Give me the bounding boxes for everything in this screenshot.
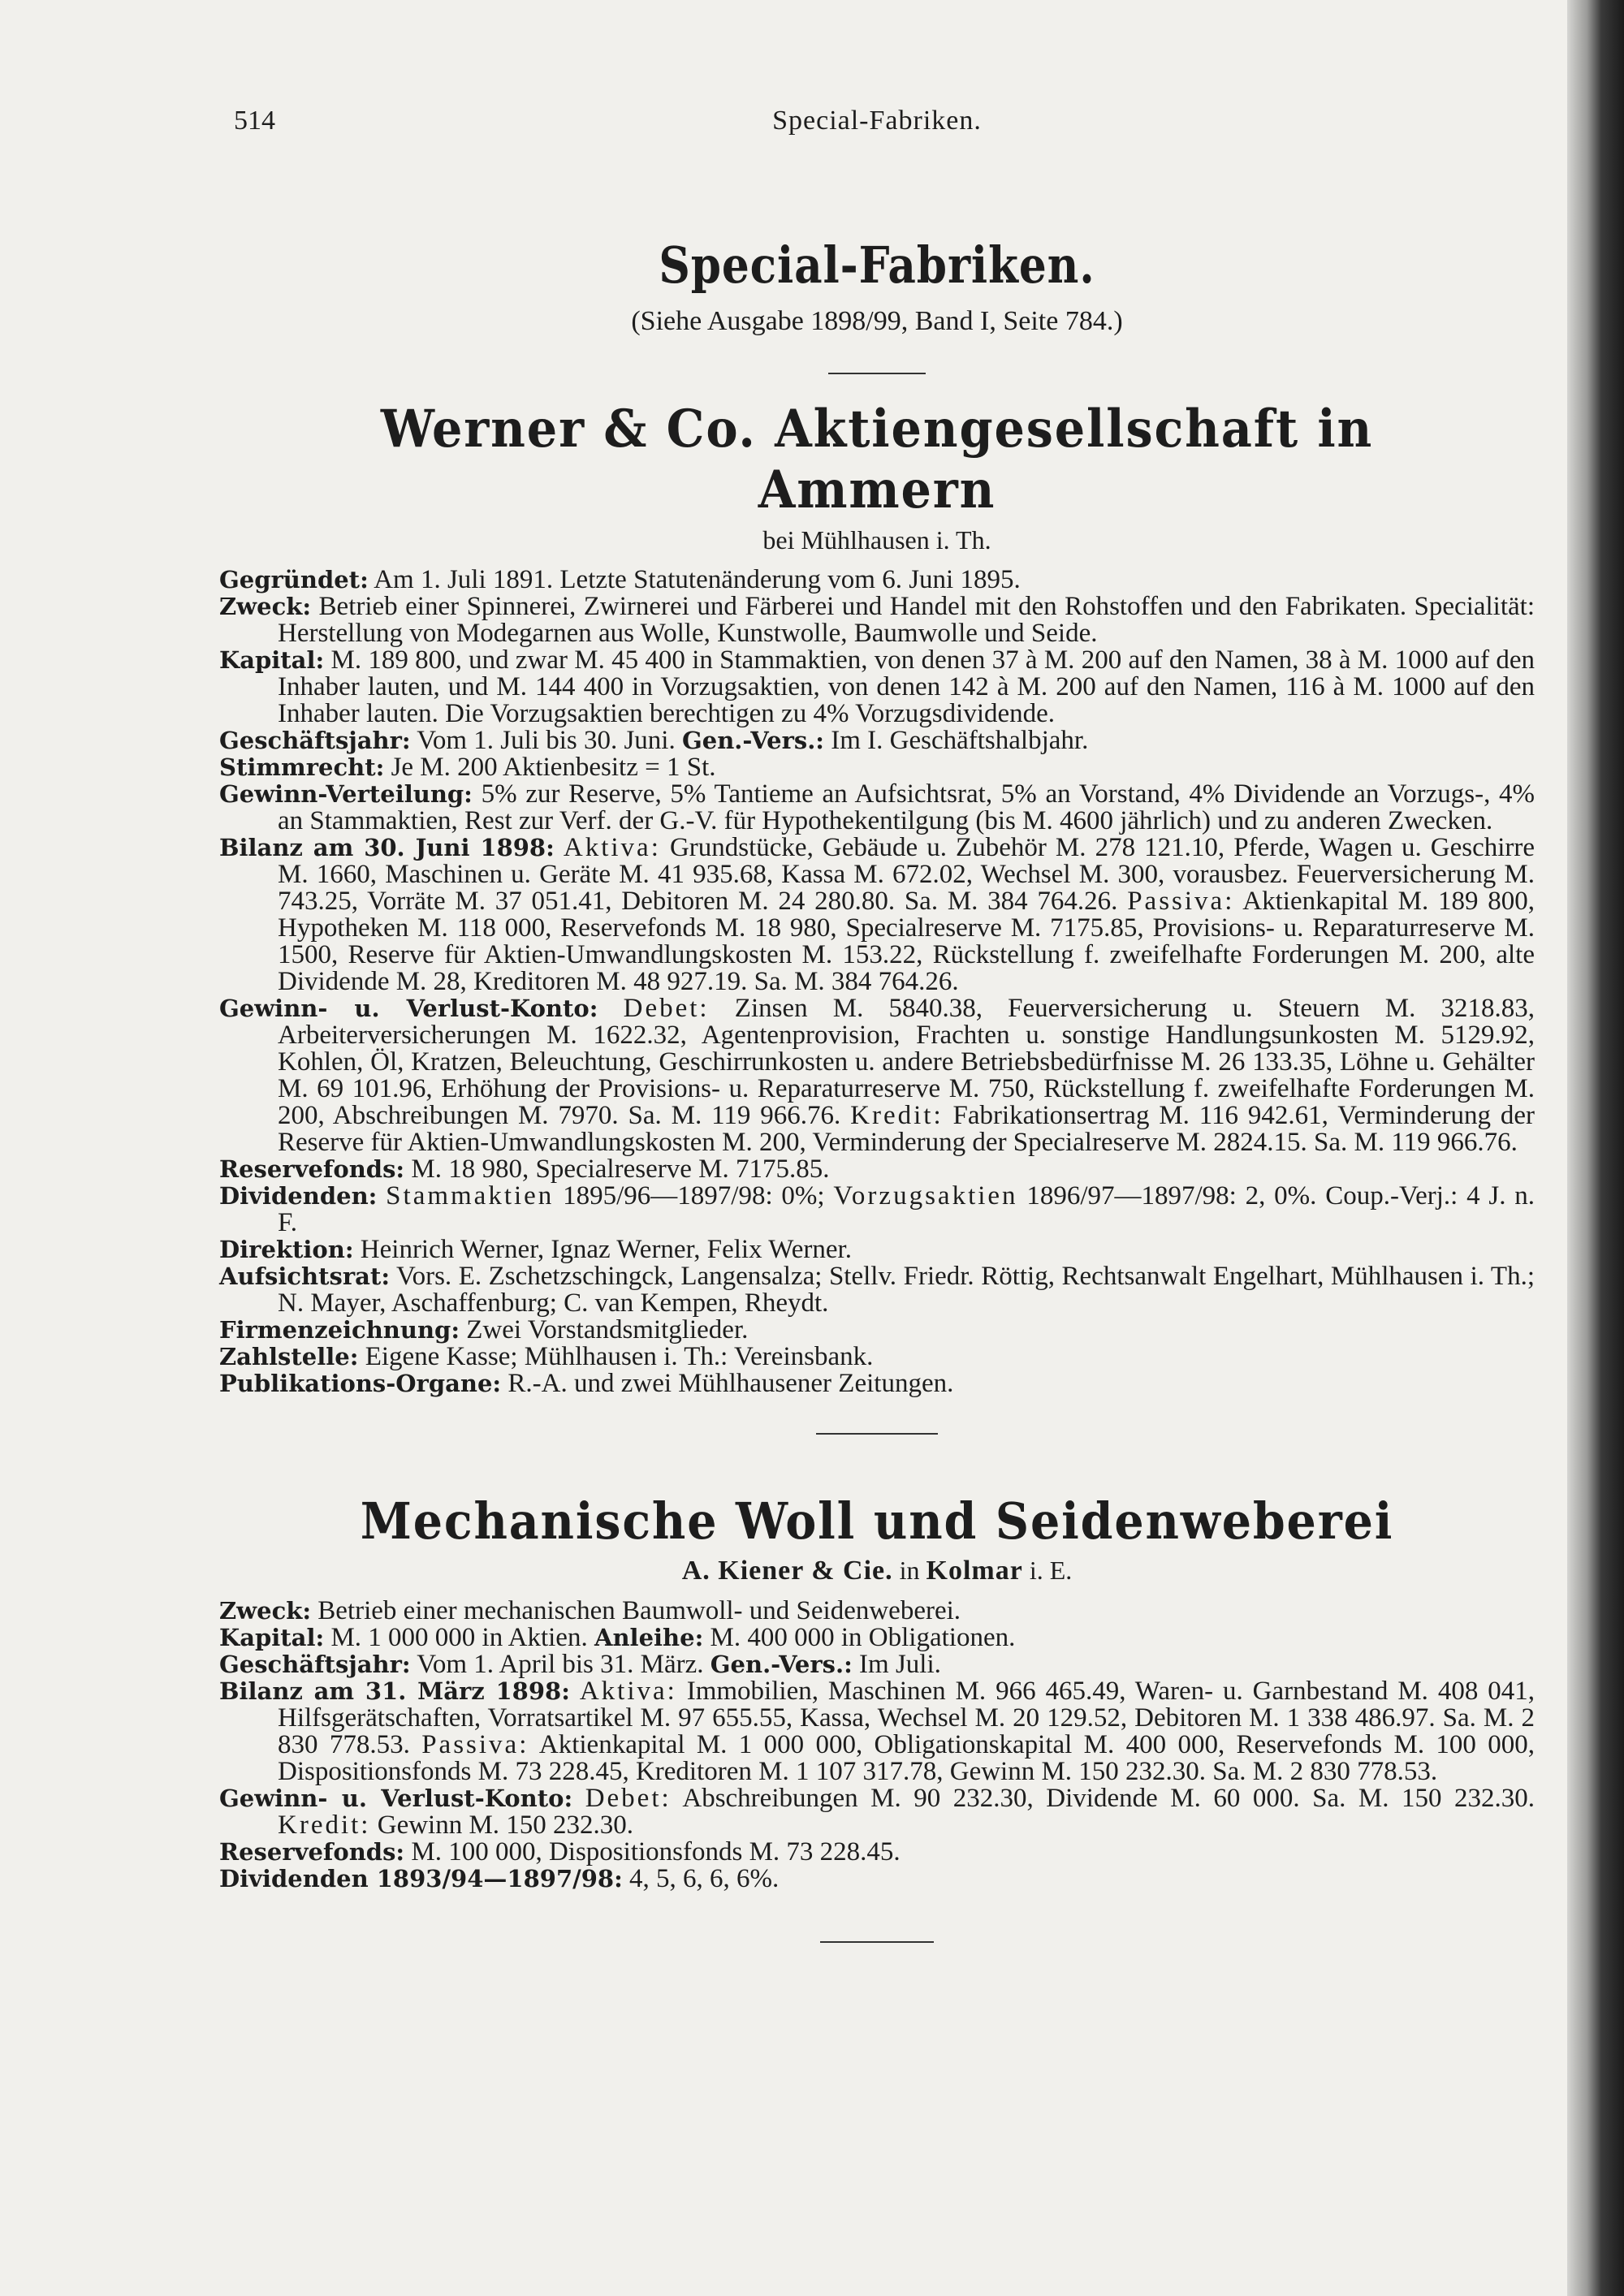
entry-text: 4, 5, 6, 6, 6%.: [629, 1864, 780, 1893]
entry-label: Reservefonds:: [219, 1155, 405, 1183]
entry-text: Im I. Geschäftshalbjahr.: [831, 726, 1089, 755]
entry-geschaeftsjahr: [219, 1651, 1535, 1678]
company-subtitle: [219, 1556, 1535, 1586]
entry-text: Am 1. Juli 1891. Letzte Statutenänderung vom 6. Juni 1895.: [374, 565, 1021, 594]
entry-kapital: [219, 1625, 1535, 1651]
subtitle-tail: i. E.: [1029, 1556, 1073, 1585]
entry-text: Betrieb einer Spinnerei, Zwirnerei und Färberei und Handel mit den Rohstoffen und den Fabrikaten. Specialität: Herstellung von Modegarnen aus Wolle, Kunstwolle, Baumwolle und Seide.: [278, 592, 1535, 648]
section-title: Special-Fabriken.: [659, 235, 1095, 295]
entry-label: Bilanz am 31. März 1898:: [219, 1677, 570, 1705]
entry-label: Firmenzeichnung:: [219, 1316, 460, 1344]
entry-label: Zweck:: [219, 593, 312, 620]
company-entries: [219, 567, 1535, 1397]
entry-stimmrecht: [219, 754, 1535, 781]
entry-gewinnverteilung: [219, 781, 1535, 835]
entry-text: Fabrikationsertrag M. 116 942.61, Verminderung der Reserve für Aktien-Umwandlungskosten M. 200, Verminderung der Specialreserve M. 2824.15. Sa. M. 119 966.76.: [278, 1101, 1535, 1157]
entry-dividenden: [219, 1866, 1535, 1892]
entry-label: Zahlstelle:: [219, 1343, 359, 1370]
entry-text: 5% zur Reserve, 5% Tantieme an Aufsichtsrat, 5% an Vorstand, 4% Dividende an Vorzugs-, 4% an Stammaktien, Rest zur Verf. der G.-V. für Hypothekentilgung (bis M. 4600 jährlich) und zu anderen Zwecken.: [278, 779, 1535, 835]
entry-text: Je M. 200 Aktienbesitz = 1 St.: [391, 753, 716, 782]
entry-label: Reservefonds:: [219, 1838, 405, 1866]
company-entries: [219, 1598, 1535, 1892]
entry-label: Zweck:: [219, 1597, 312, 1625]
aktiva-label: Aktiva:: [579, 1677, 677, 1706]
kredit-label: Kredit:: [850, 1101, 944, 1130]
entry-text: Heinrich Werner, Ignaz Werner, Felix Werner.: [360, 1235, 852, 1264]
running-title: Special-Fabriken.: [772, 106, 982, 136]
entry-label: Stimmrecht:: [219, 753, 385, 781]
vorzugsaktien-label: Vorzugsaktien: [833, 1181, 1018, 1211]
entry-text: M. 189 800, und zwar M. 45 400 in Stammaktien, von denen 37 à M. 200 auf den Namen, 38 à M. 1000 auf den Inhaber lauten, und M. 144 400 in Vorzugsaktien, von denen 142 à M. 200 auf den Namen, 116 à M. 1000 auf den Inhaber lauten. Die Vorzugsaktien berechtigen zu 4% Vorzugsdividende.: [278, 645, 1535, 728]
section-note: (Siehe Ausgabe 1898/99, Band I, Seite 784.): [631, 306, 1123, 336]
entry-label: Kapital:: [219, 646, 325, 674]
entry-text: Aktienkapital M. 189 800, Hypotheken M. 118 000, Reservefonds M. 18 980, Specialreserve M. 7175.85, Provisions- u. Reparaturreserve M. 1500, Reserve für Aktien-Umwandlungskosten M. 153.22, Rückstellung f. zweifelhafte Forderungen M. 200, alte Dividende M. 28, Kreditoren M. 48 927.19. Sa. M. 384 764.26.: [278, 887, 1535, 996]
entry-text: Betrieb einer mechanischen Baumwoll- und Seidenweberei.: [317, 1596, 961, 1625]
company-title: Werner & Co. Aktiengesellschaft in Ammern: [380, 399, 1374, 520]
entry-bilanz: [219, 1678, 1535, 1785]
entry-zweck: [219, 1598, 1535, 1625]
entry-publikation: [219, 1370, 1535, 1397]
firm-name: A. Kiener & Cie.: [681, 1556, 893, 1586]
entry-gegruendet: [219, 567, 1535, 593]
divider: [816, 1433, 938, 1435]
page: [219, 106, 1535, 1943]
entry-text: M. 100 000, Dispositionsfonds M. 73 228.45.: [411, 1837, 901, 1867]
entry-text: Vors. E. Zschetzschingck, Langensalza; Stellv. Friedr. Röttig, Rechtsanwalt Engelhart, Mühlhausen i. Th.; N. Mayer, Aschaffenburg; C. van Kempen, Rheydt.: [278, 1262, 1535, 1318]
entry-label: Gewinn- u. Verlust-Konto:: [219, 1785, 573, 1812]
entry-text: R.-A. und zwei Mühlhausener Zeitungen.: [508, 1369, 954, 1398]
entry-label: Dividenden 1893/94—1897/98:: [219, 1865, 623, 1892]
entry-reservefonds: [219, 1839, 1535, 1866]
passiva-label: Passiva:: [421, 1730, 529, 1759]
entry-text: 1896/97—1897/98: 2, 0%. Coup.-Verj.: 4 J. n. F.: [278, 1181, 1535, 1237]
entry-text: Gewinn M. 150 232.30.: [377, 1810, 634, 1840]
entry-label: Bilanz am 30. Juni 1898:: [219, 834, 555, 861]
entry-aufsichtsrat: [219, 1263, 1535, 1317]
entry-label: Dividenden:: [219, 1182, 378, 1210]
aktiva-label: Aktiva:: [563, 833, 661, 862]
entry-text: Zinsen M. 5840.38, Feuerversicherung u. Steuern M. 3218.83, Arbeiterversicherungen M. 1622.32, Agentenprovision, Frachten u. sonstige Handlungsunkosten M. 5129.92, Kohlen, Öl, Kratzen, Beleuchtung, Geschirrunkosten u. andere Betriebsbedürfnisse M. 26 133.35, Löhne u. Gehälter M. 69 101.96, Erhöhung der Provisions- u. Reparaturreserve M. 750, Rückstellung f. zweifelhafte Forderungen M. 200, Abschreibungen M. 7970. Sa. M. 119 966.76.: [278, 994, 1535, 1130]
entry-label: Anleihe:: [594, 1624, 704, 1651]
kredit-label: Kredit:: [278, 1810, 371, 1840]
entry-text: Vom 1. April bis 31. März.: [417, 1650, 704, 1679]
entry-label: Gegründet:: [219, 566, 369, 593]
company-title: Mechanische Woll und Seidenweberei: [360, 1491, 1394, 1551]
entry-label: Gen.-Vers.:: [681, 727, 825, 754]
scan-edge: [1567, 0, 1624, 2296]
entry-label: Kapital:: [219, 1624, 325, 1651]
stammaktien-label: Stammaktien: [386, 1181, 555, 1211]
debet-label: Debet:: [623, 994, 710, 1023]
entry-text: M. 400 000 in Obligationen.: [710, 1623, 1016, 1652]
entry-label: Geschäftsjahr:: [219, 1651, 411, 1678]
running-head: [219, 106, 1535, 154]
entry-text: Im Juli.: [859, 1650, 941, 1679]
divider: [828, 373, 926, 374]
entry-firmenzeichnung: [219, 1317, 1535, 1344]
entry-kapital: [219, 647, 1535, 727]
entry-dividenden: [219, 1183, 1535, 1236]
entry-text: Grundstücke, Gebäude u. Zubehör M. 278 121.10, Pferde, Wagen u. Geschirre M. 1660, Maschinen u. Geräte M. 41 935.68, Kassa M. 672.02, Wechsel M. 300, vorausbez. Feuerversicherung M. 743.25, Vorräte M. 37 051.41, Debitoren M. 24 280.80. Sa. M. 384 764.26.: [278, 833, 1535, 916]
entry-guv: [219, 995, 1535, 1156]
entry-label: Gewinn- u. Verlust-Konto:: [219, 995, 598, 1022]
entry-text: M. 1 000 000 in Aktien.: [330, 1623, 588, 1652]
page-number: 514: [234, 106, 275, 136]
entry-text: Eigene Kasse; Mühlhausen i. Th.: Vereinsbank.: [365, 1342, 874, 1371]
entry-label: Geschäftsjahr:: [219, 727, 411, 754]
entry-label: Gewinn-Verteilung:: [219, 780, 473, 808]
passiva-label: Passiva:: [1127, 887, 1235, 916]
entry-zahlstelle: [219, 1344, 1535, 1370]
entry-text: Immobilien, Maschinen M. 966 465.49, Waren- u. Garnbestand M. 408 041, Hilfsgerätschaften, Vorratsartikel M. 97 655.55, Kassa, Wechsel M. 20 129.52, Debitoren M. 1 338 486.97. Sa. M. 2 830 778.53.: [278, 1677, 1535, 1759]
company-subtitle: bei Mühlhausen i. Th.: [762, 525, 991, 555]
entry-direktion: [219, 1236, 1535, 1263]
entry-label: Direktion:: [219, 1236, 354, 1263]
entry-bilanz: [219, 835, 1535, 995]
entry-text: Vom 1. Juli bis 30. Juni.: [417, 726, 676, 755]
debet-label: Debet:: [585, 1784, 672, 1813]
entry-guv: [219, 1785, 1535, 1839]
entry-zweck: [219, 593, 1535, 647]
subtitle-in: in: [899, 1556, 920, 1585]
entry-label: Aufsichtsrat:: [219, 1262, 391, 1290]
entry-text: Aktienkapital M. 1 000 000, Obligationskapital M. 400 000, Reservefonds M. 100 000, Dispositionsfonds M. 73 228.45, Kreditoren M. 1 107 317.78, Gewinn M. 150 232.30. Sa. M. 2 830 778.53.: [278, 1730, 1535, 1786]
entry-geschaeftsjahr: [219, 727, 1535, 754]
entry-text: Abschreibungen M. 90 232.30, Dividende M. 60 000. Sa. M. 150 232.30.: [682, 1784, 1535, 1813]
entry-label: Publikations-Organe:: [219, 1370, 502, 1397]
entry-text: M. 18 980, Specialreserve M. 7175.85.: [411, 1154, 830, 1184]
entry-text: Zwei Vorstandsmitglieder.: [466, 1315, 749, 1344]
entry-text: 1895/96—1897/98: 0%;: [563, 1181, 825, 1211]
entry-label: Gen.-Vers.:: [710, 1651, 853, 1678]
divider: [820, 1941, 934, 1943]
entry-reservefonds: [219, 1156, 1535, 1183]
city-name: Kolmar: [926, 1556, 1023, 1586]
